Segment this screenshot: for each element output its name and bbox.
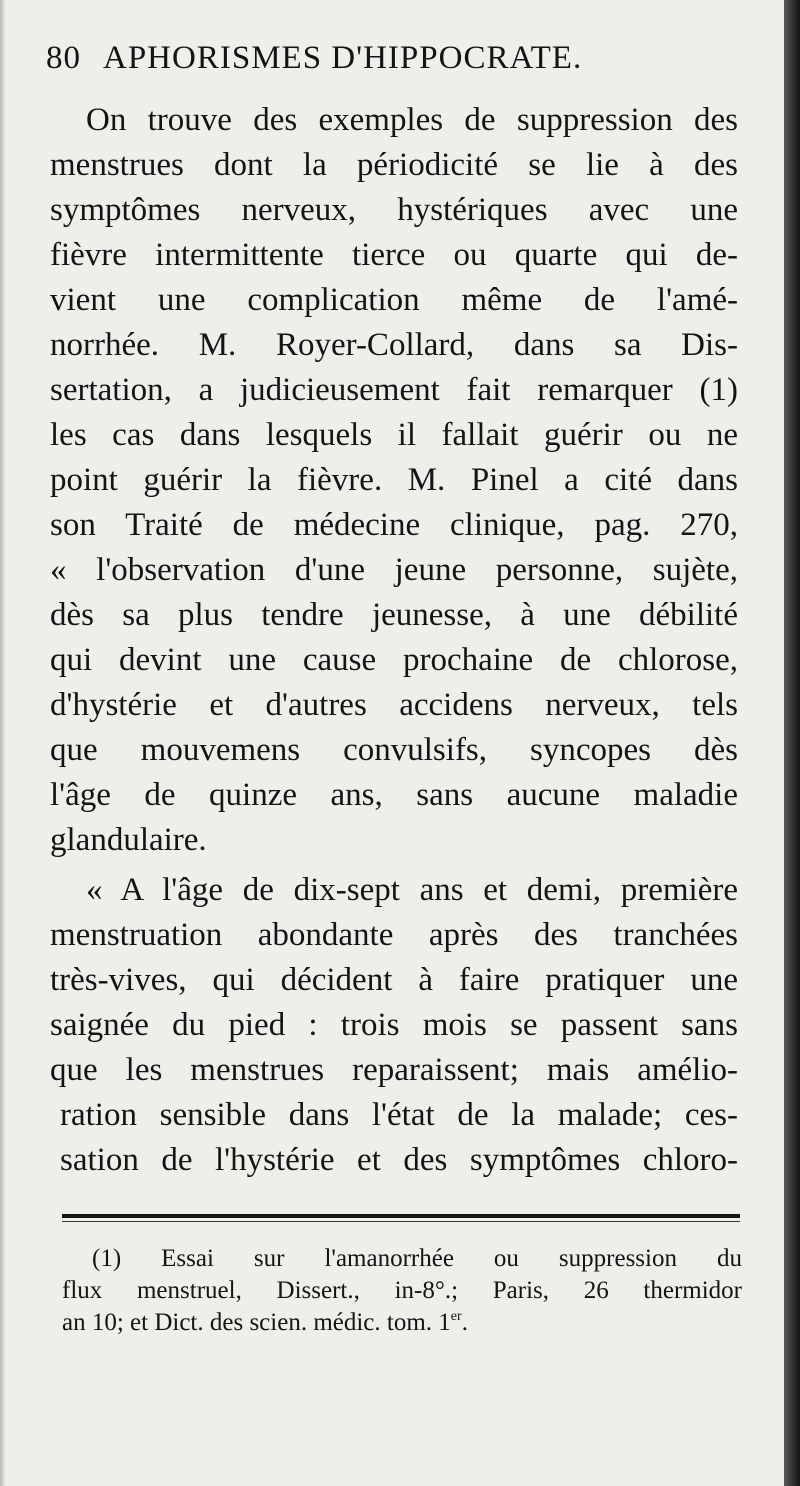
footnote-end: . xyxy=(461,1309,468,1336)
page-gutter-shadow xyxy=(784,0,800,1486)
footnote-line: flux menstruel, Dissert., in-8°.; Paris, 26 thermidor xyxy=(62,1277,742,1304)
text-line: que mouvemens convulsifs, syncopes dès xyxy=(50,732,738,768)
footnote-line: (1) Essai sur l'amanorrhée ou suppression du xyxy=(92,1245,742,1272)
text-line: symptômes nerveux, hystériques avec une xyxy=(50,192,738,228)
text-line: glandulaire. xyxy=(50,822,207,858)
text-line: vient une complication même de l'amé- xyxy=(50,282,738,318)
text-line: menstruation abondante après des tranchées xyxy=(50,917,738,953)
text-line: menstrues dont la périodicité se lie à des xyxy=(50,147,738,183)
text-line: norrhée. M. Royer-Collard, dans sa Dis- xyxy=(50,327,738,363)
text-line: point guérir la fièvre. M. Pinel a cité dans xyxy=(50,462,738,498)
text-line: On trouve des exemples de suppression des xyxy=(86,102,738,138)
running-title: APHORISMES D'HIPPOCRATE. xyxy=(103,40,583,76)
page-left-edge xyxy=(0,0,6,1486)
text-line: d'hystérie et d'autres accidens nerveux, tels xyxy=(50,687,738,723)
footnote-superscript: er xyxy=(450,1309,462,1324)
page-number: 80 xyxy=(46,40,81,76)
text-line: « l'observation d'une jeune personne, sujète, xyxy=(50,552,738,588)
text-line: les cas dans lesquels il fallait guérir ou ne xyxy=(50,417,738,453)
footnote-separator-hairline xyxy=(62,1221,740,1222)
text-line: saignée du pied : trois mois se passent sans xyxy=(50,1007,738,1043)
text-line: dès sa plus tendre jeunesse, à une débilité xyxy=(50,597,738,633)
footnote-text: an 10; et Dict. des scien. médic. tom. 1 xyxy=(62,1309,451,1336)
text-line: son Traité de médecine clinique, pag. 270, xyxy=(50,507,738,543)
text-line: « A l'âge de dix-sept ans et demi, première xyxy=(86,872,738,908)
text-line: l'âge de quinze ans, sans aucune maladie xyxy=(50,777,738,813)
footnote-line xyxy=(62,1308,742,1338)
text-line: très-vives, qui décident à faire pratiquer une xyxy=(50,962,738,998)
text-line: sertation, a judicieusement fait remarquer (1) xyxy=(50,372,738,408)
text-line: ration sensible dans l'état de la malade; ces- xyxy=(60,1097,738,1133)
text-line: qui devint une cause prochaine de chlorose, xyxy=(50,642,738,678)
text-line: que les menstrues reparaissent; mais amélio- xyxy=(50,1052,738,1088)
text-line: fièvre intermittente tierce ou quarte qui de- xyxy=(50,237,738,273)
running-header xyxy=(46,40,582,77)
text-line: sation de l'hystérie et des symptômes chloro- xyxy=(60,1142,738,1178)
footnote-separator-rule xyxy=(62,1214,740,1218)
